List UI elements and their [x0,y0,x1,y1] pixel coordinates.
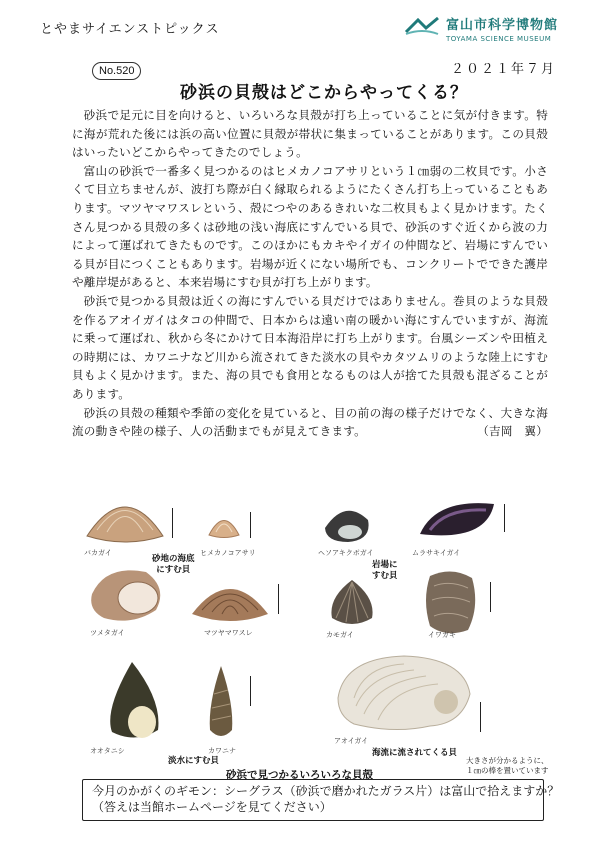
shell-label: オオタニシ [90,747,125,755]
paragraph: 砂浜で見つかる貝殻は近くの海にすんでいる貝だけではありません。巻貝のような貝殻を作るアオイガイはタコの仲間で、日本からは遠い南の暖かい海にすんでいますが、海流に乗って運ばれ、秋から冬にかけて日本海沿岸に打ち上がります。台風シーズンや田植えの時期には、カワニナなど川から流されてきた淡水の貝やカタツムリのような陸上にすむ貝もよく見かけます。また、海の貝でも食用となるものは人が捨てた貝殻も混ざることがあります。 [72,293,548,401]
shell-image [206,510,242,540]
paragraph [72,404,548,441]
article-title: 砂浜の貝殻はどこからやってくる？ [180,83,468,103]
quiz-question: 今月のかがくのギモン：シーグラス（砂浜で磨かれたガラス片）は富山で拾えますか？ [92,784,560,798]
shell-label: イワガキ [428,631,456,639]
scale-bar [250,676,251,706]
issue-number: No.520 [92,62,141,80]
photo-caption: 砂浜で見つかるいろいろな貝殻 [226,769,373,781]
shell-image [334,654,474,736]
shell-image [326,578,378,628]
group-label-sand: 砂地の海底 にすむ貝 [152,554,195,575]
shell-image [206,664,236,742]
article-body [72,106,548,441]
group-label-fresh: 淡水にすむ貝 [168,756,220,766]
shell-image [102,660,168,744]
shell-image [320,498,374,544]
shell-label: カモガイ [326,631,354,639]
shell-image [416,494,498,546]
museum-name-ja: 富山市科学博物館 [445,18,558,33]
group-label-rock: 岩場に すむ貝 [372,560,398,581]
scale-bar [490,582,491,612]
scale-note: 大きさが分かるように、 １㎝の棒を置いています [466,756,549,775]
issue-date: ２０２１年７月 [450,62,556,77]
scale-bar [504,504,505,532]
shell-label: マツヤマワスレ [204,629,253,637]
shell-label: カワニナ [208,747,236,755]
scale-bar [172,508,173,538]
quiz-hint: （答えは当館ホームページを見てください） [92,800,332,814]
shell-label: バカガイ [84,549,112,557]
shell-label: ヘソアキクボガイ [318,549,374,557]
paragraph: 砂浜で足元に目を向けると、いろいろな貝殻が打ち上っていることに気が付きます。特に海が荒れた後には浜の高い位置に貝殻が帯状に集まっていることがあります。この貝殻はいったいどこからやってきたのでしょう。 [72,108,548,160]
scale-bar [278,584,279,614]
paragraph-text: 砂浜の貝殻の種類や季節の変化を見ていると、目の前の海の様子だけでなく、大きな海流の動きや陸の様子、人の活動までもが見えてきます。 [72,405,548,439]
shell-label: ツメタガイ [90,629,125,637]
museum-logo[interactable] [404,14,558,43]
shell-photos [72,478,542,766]
shell-image [420,566,482,636]
author: （吉岡 翼） [477,424,548,439]
shell-label: ムラサキイガイ [412,549,461,557]
shell-image [188,570,272,626]
museum-name-en: TOYAMA SCIENCE MUSEUM [445,35,552,43]
series-title: とやまサイエンストピックス [40,22,220,37]
quiz [92,783,559,815]
scale-bar [480,702,481,732]
shell-image [86,564,168,626]
scale-bar [250,512,251,538]
shell-label: アオイガイ [334,737,369,745]
shell-image [82,486,168,546]
paragraph: 富山の砂浜で一番多く見つかるのはヒメカノコアサリという１㎝弱の二枚貝です。小さくて目立ちませんが、波打ち際が白く縁取られるようにたくさん打ち上っていることもあります。マツヤマワスレという、殻につやのあるきれいな二枚貝もよく見かけます。たくさん見つかる貝殻の多くは砂地の浅い海底にすんでいる貝で、砂浜のすぐ近くから波の力によって運ばれてきたものです。このほかにもカキやイガイの仲間など、岩場にすんでいる貝が目につくこともあります。岩場が近くにない場所でも、コンクリートでできた護岸や離岸堤があると、本来岩場にすむ貝が打ち上がります。 [72,163,548,290]
group-label-current: 海流に流されてくる貝 [372,748,458,758]
shell-label: ヒメカノコアサリ [200,549,256,557]
museum-logo-icon [404,14,440,36]
